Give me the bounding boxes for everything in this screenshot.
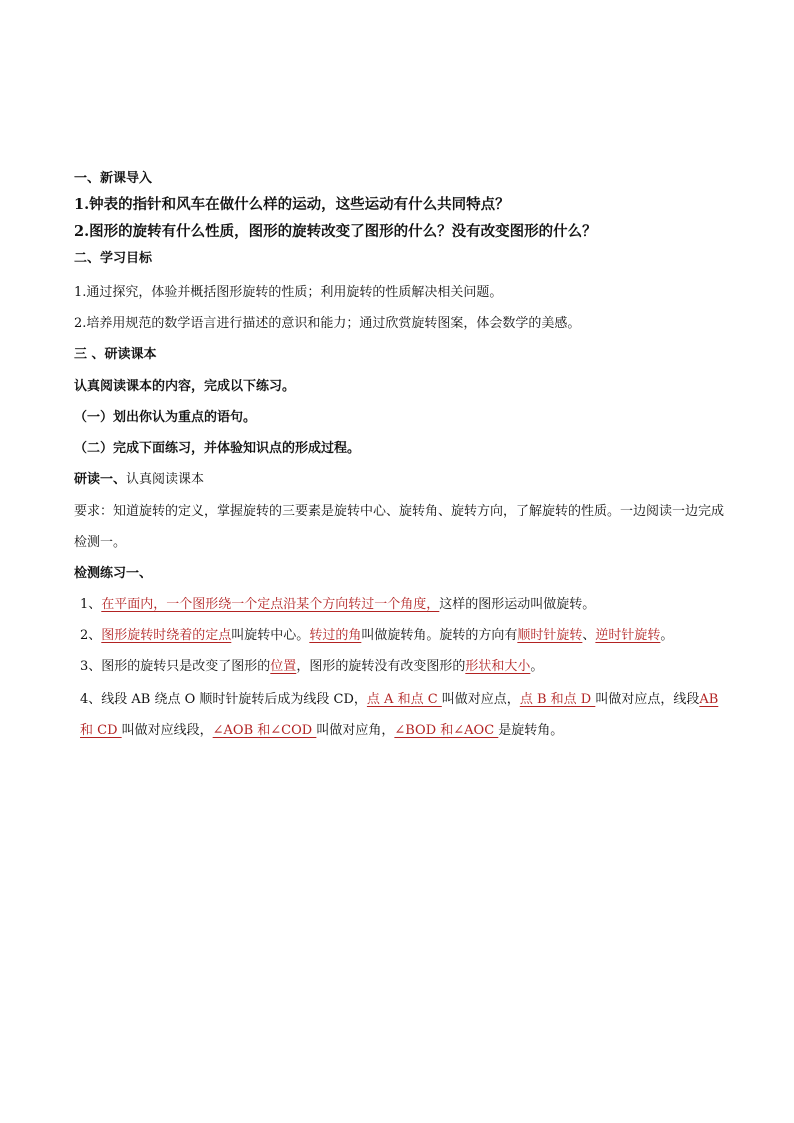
item-4-text-5: 叫做对应角， bbox=[316, 723, 395, 738]
item-4-answer-3: AB 和 CD bbox=[80, 692, 719, 738]
item-4-text-3: 叫做对应点，线段 bbox=[595, 692, 700, 707]
item-2-number: 2、 bbox=[80, 628, 102, 643]
item-4-number: 4、 bbox=[80, 692, 102, 707]
goal-1: 1.通过探究，体验并概括图形旋转的性质；利用旋转的性质解决相关问题。 bbox=[74, 285, 503, 300]
practice-item-3 bbox=[80, 658, 543, 676]
practice-heading: 检测练习一、 bbox=[74, 566, 153, 581]
item-1-number: 1、 bbox=[80, 597, 102, 612]
item-2-text-2: 叫做旋转角。旋转的方向有 bbox=[361, 628, 518, 643]
read-1-text: 认真阅读课本 bbox=[126, 472, 205, 487]
read-1-label: 研读一、 bbox=[74, 472, 127, 487]
item-3-answer-2: 形状和大小 bbox=[465, 659, 531, 674]
section1-heading: 一、新课导入 bbox=[74, 171, 153, 186]
item-4-answer-2: 点 B 和点 D bbox=[519, 692, 596, 707]
task-2: （二）完成下面练习，并体验知识点的形成过程。 bbox=[74, 441, 361, 456]
item-4-text-2: 叫做对应点， bbox=[441, 692, 520, 707]
item-1-text-1: 这样的图形运动叫做旋转。 bbox=[439, 597, 596, 612]
item-2-answer-4: 逆时针旋转 bbox=[595, 628, 661, 643]
section2-heading: 二、学习目标 bbox=[74, 251, 153, 266]
item-2-answer-1: 图形旋转时绕着的定点 bbox=[101, 628, 232, 643]
item-2-text-1: 叫旋转中心。 bbox=[231, 628, 310, 643]
item-3-number: 3、 bbox=[80, 659, 102, 674]
section3-heading: 三 、研读课本 bbox=[74, 347, 157, 362]
item-3-answer-1: 位置 bbox=[270, 659, 297, 674]
item-4-text-4: 叫做对应线段， bbox=[121, 723, 213, 738]
question-1: 1.钟表的指针和风车在做什么样的运动，这些运动有什么共同特点？ bbox=[74, 196, 510, 213]
requirement-paragraph: 要求：知道旋转的定义，掌握旋转的三要素是旋转中心、旋转角、旋转方向，了解旋转的性质。一边阅读一边完成检测一。 bbox=[74, 504, 725, 550]
item-3-text-2: ，图形的旋转没有改变图形的 bbox=[296, 659, 466, 674]
practice-item-1 bbox=[80, 596, 595, 614]
item-3-text-1: 图形的旋转只是改变了图形的 bbox=[101, 659, 271, 674]
item-1-answer-1: 在平面内，一个图形绕一个定点沿某个方向转过一个角度， bbox=[101, 597, 440, 612]
item-2-text-3: 、 bbox=[582, 628, 596, 643]
item-4-text-6: 是旋转角。 bbox=[498, 723, 564, 738]
reading-intro: 认真阅读课本的内容，完成以下练习。 bbox=[74, 379, 296, 394]
item-2-text-4: 。 bbox=[660, 628, 674, 643]
item-4-answer-5: ∠BOD 和∠AOC bbox=[394, 723, 499, 738]
item-4-answer-4: ∠AOB 和∠COD bbox=[212, 723, 317, 738]
task-1: （一）划出你认为重点的语句。 bbox=[74, 410, 257, 425]
read-1 bbox=[74, 471, 204, 489]
item-3-text-3: 。 bbox=[530, 659, 544, 674]
item-4-text-1: 线段 AB 绕点 O 顺时针旋转后成为线段 CD， bbox=[101, 692, 367, 707]
item-2-answer-2: 转过的角 bbox=[309, 628, 362, 643]
item-2-answer-3: 顺时针旋转 bbox=[517, 628, 583, 643]
practice-item-2 bbox=[80, 627, 673, 645]
goal-2: 2.培养用规范的数学语言进行描述的意识和能力；通过欣赏旋转图案，体会数学的美感。 bbox=[74, 316, 581, 331]
item-4-answer-1: 点 A 和点 C bbox=[366, 692, 442, 707]
practice-item-4 bbox=[80, 684, 724, 746]
question-2: 2.图形的旋转有什么性质，图形的旋转改变了图形的什么？没有改变图形的什么？ bbox=[74, 223, 597, 240]
